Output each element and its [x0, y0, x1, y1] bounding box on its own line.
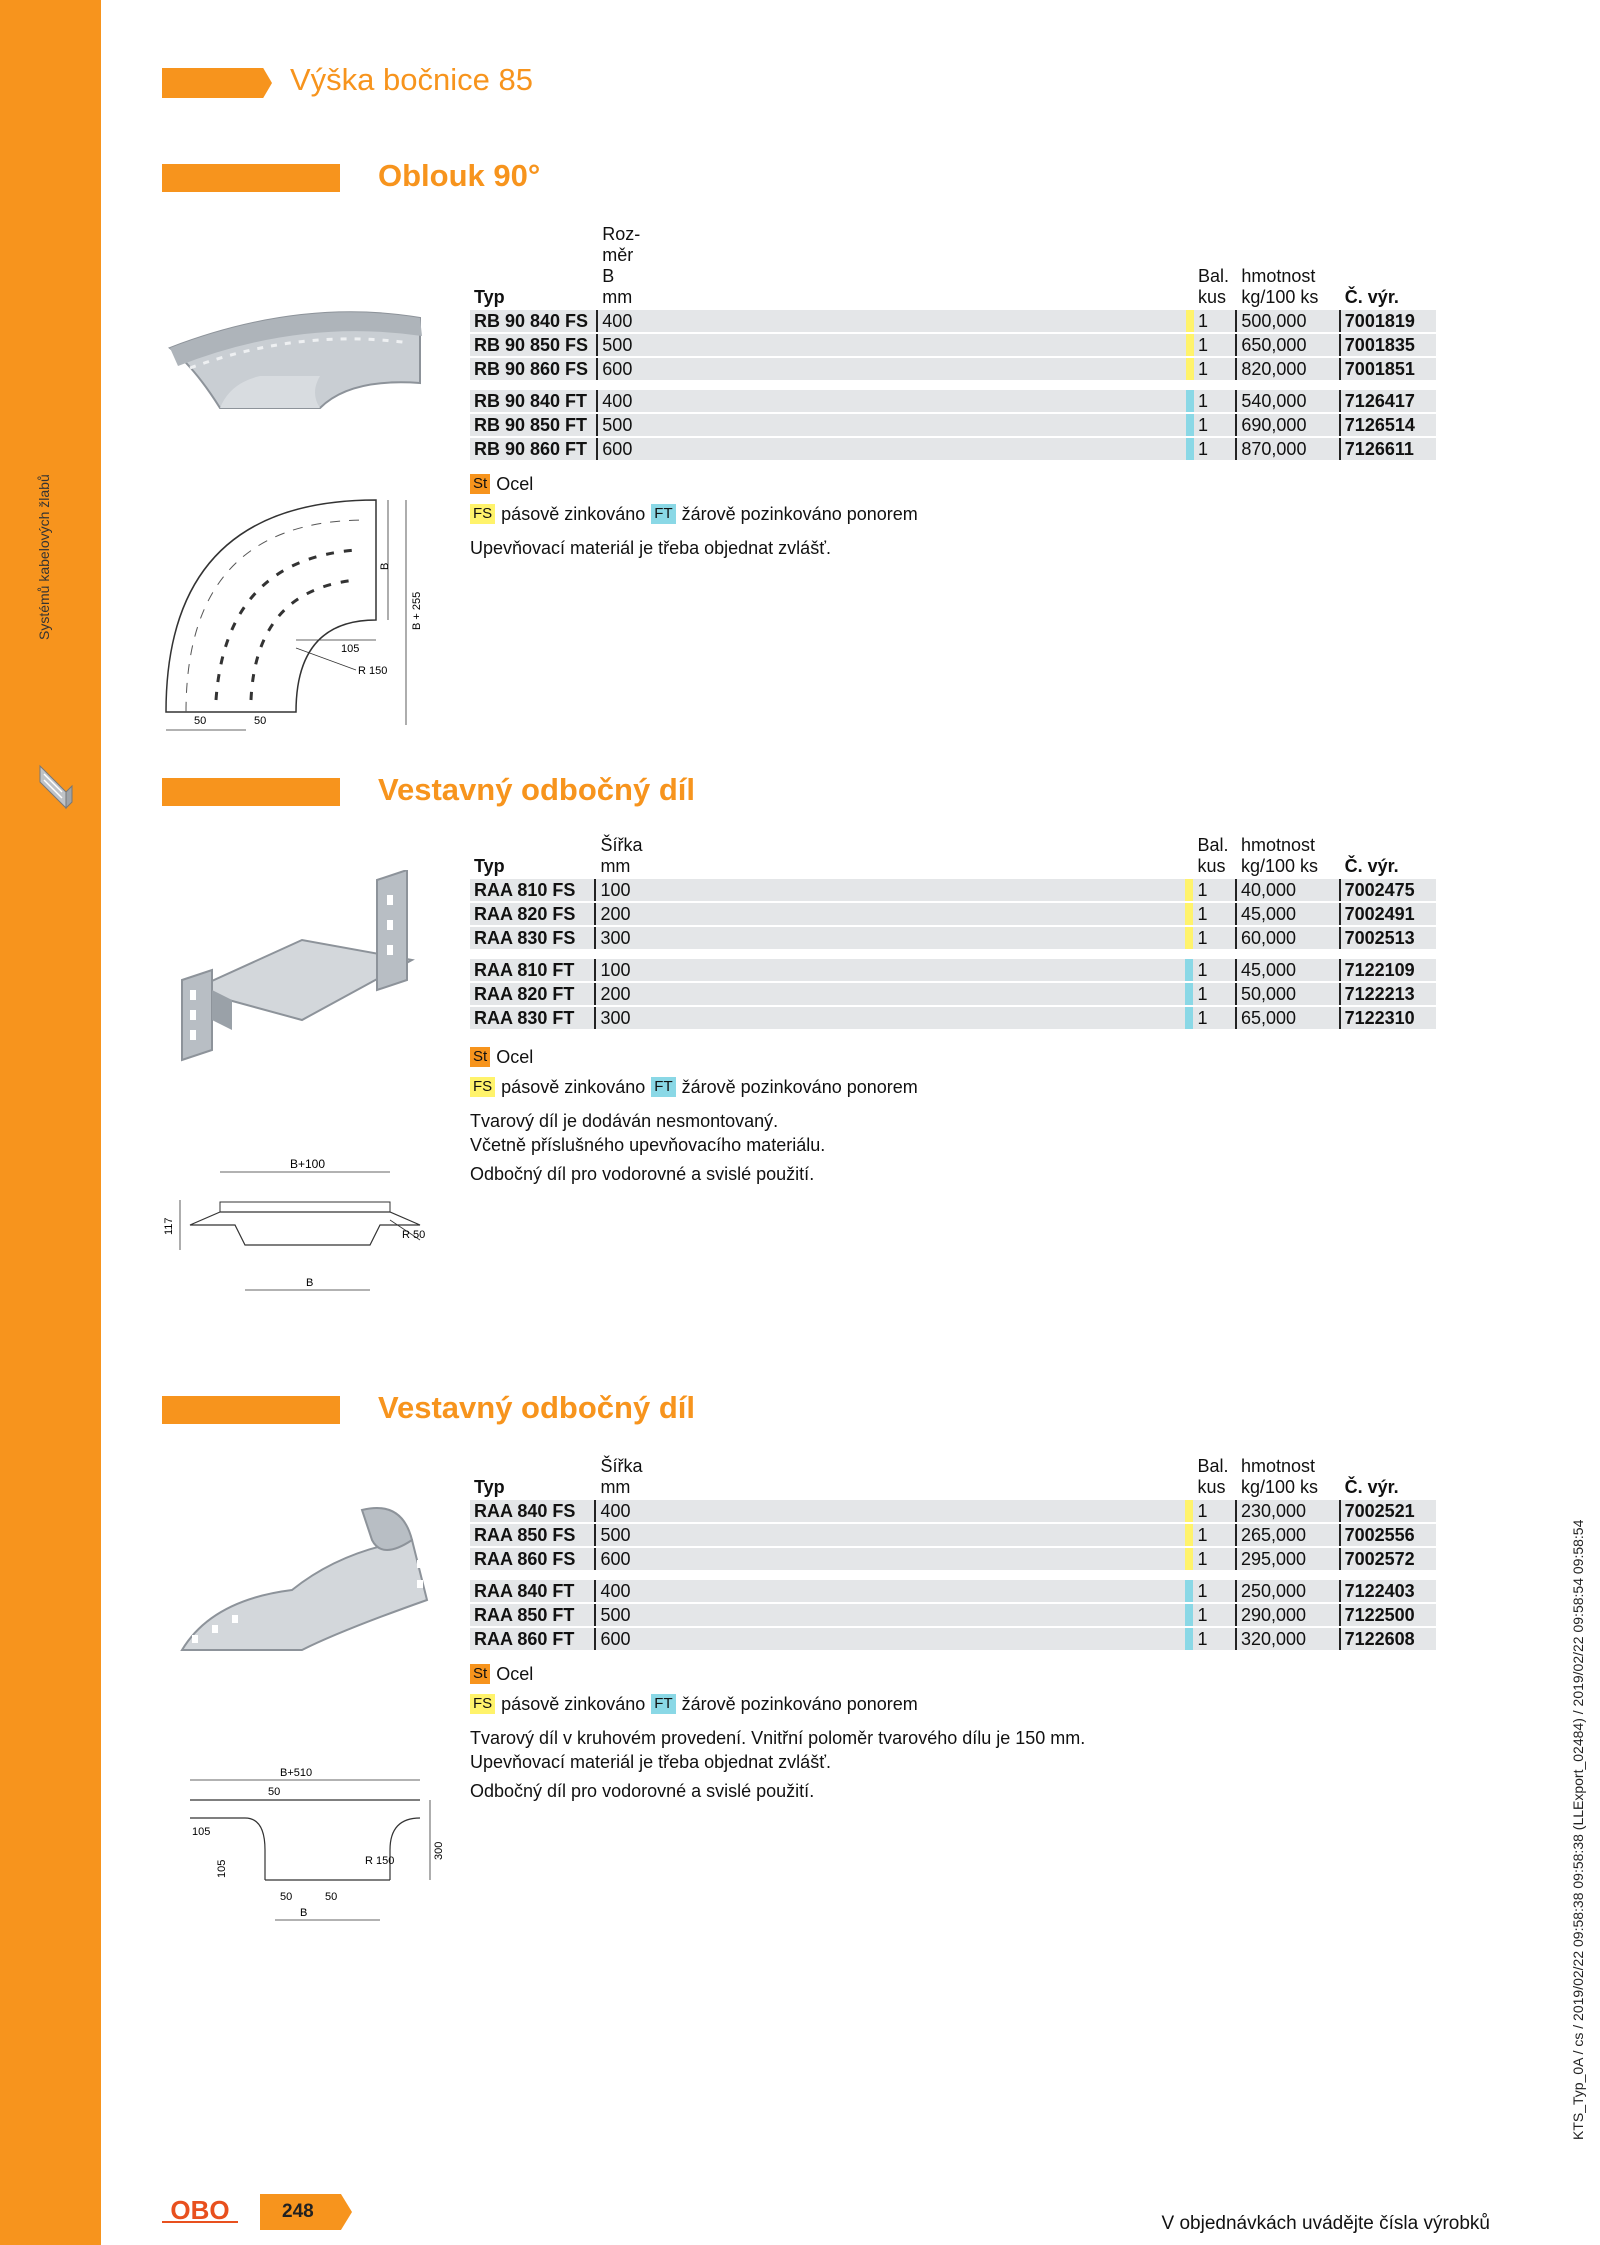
dim-105a: 105: [192, 1826, 211, 1838]
table-row: RAA 830 FT 300 1 65,000 7122310: [470, 1007, 1436, 1029]
col-bal: Bal.: [1197, 266, 1229, 286]
col-kus: kus: [1197, 856, 1226, 876]
section-bar: [162, 1396, 340, 1424]
table-row: RAA 840 FS 400 1 230,000 7002521: [470, 1500, 1436, 1522]
note: Upevňovací materiál je třeba objednat zvlášť.: [470, 538, 831, 558]
header-arrow: [162, 68, 272, 98]
cable-tray-icon: [36, 762, 76, 812]
fs-label: pásově zinkováno: [501, 503, 646, 524]
table-row: RB 90 840 FT 400 1 540,000 7126417: [470, 390, 1436, 412]
side-label: Systémů kabelových žlabů: [36, 474, 52, 640]
orange-sidebar: [0, 0, 101, 2245]
tee-small-product-photo: [172, 870, 432, 1070]
footer-note: V objednávkách uvádějte čísla výrobků: [1161, 2213, 1490, 2234]
table-row: RAA 850 FT 500 1 290,000 7122500: [470, 1604, 1436, 1626]
table-row: RAA 820 FT 200 1 50,000 7122213: [470, 983, 1436, 1005]
fs-badge: FS: [470, 504, 495, 524]
section-title: Vestavný odbočný díl: [378, 772, 695, 807]
dim-r150: R 150: [358, 665, 388, 677]
dim-b100: B+100: [290, 1157, 326, 1171]
table-row: RAA 820 FS 200 1 45,000 7002491: [470, 903, 1436, 925]
st-badge: St: [470, 474, 490, 494]
product-table-tee-small: [470, 833, 1436, 1031]
dim-b510: B+510: [280, 1767, 313, 1779]
page-number: 248: [282, 2201, 314, 2222]
logo-text: OBO: [170, 2195, 230, 2225]
size-header-2: měr: [602, 245, 634, 265]
st-label: Ocel: [496, 473, 534, 494]
col-bal: Bal.: [1197, 835, 1229, 855]
note: Tvarový díl je dodáván nesmontovaný.: [470, 1111, 779, 1131]
col-bal: Bal.: [1197, 1456, 1229, 1476]
ft-label: žárově pozinkováno ponorem: [681, 1076, 918, 1097]
product-table-bend: [470, 222, 1436, 462]
notes-bend: [470, 536, 831, 565]
st-label: Ocel: [496, 1663, 534, 1684]
section-title: Vestavný odbočný díl: [378, 1390, 695, 1425]
bend-technical-drawing: [156, 470, 446, 740]
col-typ: Typ: [474, 1477, 505, 1497]
ft-badge: FT: [651, 1077, 675, 1097]
table-row: RB 90 840 FS 400 1 500,000 7001819: [470, 310, 1436, 332]
size-header-1: Roz-: [602, 224, 641, 244]
dim-50a: 50: [194, 715, 207, 727]
fs-badge: FS: [470, 1077, 495, 1097]
legend-tee-small: [470, 1042, 918, 1102]
product-table-tee-large: [470, 1454, 1436, 1652]
dim-b: B: [300, 1907, 308, 1919]
dim-117: 117: [163, 1217, 175, 1235]
col-kus: kus: [1197, 287, 1226, 307]
page-header-title: Výška bočnice 85: [290, 62, 533, 97]
size-header-1: Šířka: [600, 1456, 643, 1476]
size-header-3: B: [602, 266, 615, 286]
col-ref: Č. výr.: [1344, 287, 1399, 307]
legend-tee-large: [470, 1659, 918, 1719]
table-row: RB 90 860 FT 600 1 870,000 7126611: [470, 438, 1436, 460]
col-ref: Č. výr.: [1344, 1477, 1399, 1497]
table-row: RAA 810 FS 100 1 40,000 7002475: [470, 879, 1436, 901]
section-bar: [162, 164, 340, 192]
table-row: RAA 830 FS 300 1 60,000 7002513: [470, 927, 1436, 949]
dim-50a: 50: [280, 1891, 293, 1903]
size-header-2: mm: [600, 1477, 631, 1497]
size-header-4: mm: [602, 287, 633, 307]
fs-badge: FS: [470, 1694, 495, 1714]
dim-b: B: [379, 562, 391, 570]
note: Odbočný díl pro vodorovné a svislé použití.: [470, 1164, 815, 1184]
col-hmot: hmotnost: [1241, 266, 1316, 286]
bend-product-photo: [160, 288, 430, 428]
tee-small-technical-drawing: [160, 1150, 450, 1300]
table-row: RAA 810 FT 100 1 45,000 7122109: [470, 959, 1436, 981]
st-badge: St: [470, 1664, 490, 1684]
st-label: Ocel: [496, 1046, 534, 1067]
ft-label: žárově pozinkováno ponorem: [681, 503, 918, 524]
size-header-2: mm: [600, 856, 631, 876]
col-kg: kg/100 ks: [1240, 1477, 1319, 1497]
notes-tee-small: [470, 1109, 825, 1191]
col-kg: kg/100 ks: [1240, 856, 1319, 876]
col-ref: Č. výr.: [1344, 856, 1399, 876]
note: Tvarový díl v kruhovém provedení. Vnitřní poloměr tvarového dílu je 150 mm.: [470, 1728, 1086, 1748]
export-metadata: KTS_Typ_0A / cs / 2019/02/22 09:58:38 09:58:38 (LLExport_02484) / 2019/02/22 09:58:54 09:58:54: [1570, 1519, 1586, 2140]
col-typ: Typ: [474, 287, 505, 307]
st-badge: St: [470, 1047, 490, 1067]
dim-105: 105: [341, 643, 360, 655]
tee-large-technical-drawing: [160, 1760, 450, 1930]
table-row: RAA 850 FS 500 1 265,000 7002556: [470, 1524, 1436, 1546]
tee-large-product-photo: [172, 1500, 432, 1660]
dim-50b: 50: [325, 1891, 338, 1903]
ft-label: žárově pozinkováno ponorem: [681, 1693, 918, 1714]
col-hmot: hmotnost: [1240, 1456, 1316, 1476]
note: Upevňovací materiál je třeba objednat zvlášť.: [470, 1752, 831, 1772]
dim-b255: B + 255: [411, 591, 423, 630]
fs-label: pásově zinkováno: [501, 1076, 646, 1097]
dim-50b: 50: [254, 715, 267, 727]
size-header-1: Šířka: [600, 835, 643, 855]
ft-badge: FT: [651, 1694, 675, 1714]
col-hmot: hmotnost: [1240, 835, 1316, 855]
col-typ: Typ: [474, 856, 505, 876]
table-row: RB 90 850 FT 500 1 690,000 7126514: [470, 414, 1436, 436]
section-title: Oblouk 90°: [378, 158, 541, 193]
notes-tee-large: [470, 1726, 1085, 1808]
dim-105b: 105: [216, 1859, 228, 1878]
dim-50: 50: [268, 1786, 281, 1798]
note: Odbočný díl pro vodorovné a svislé použití.: [470, 1781, 815, 1801]
table-row: RAA 840 FT 400 1 250,000 7122403: [470, 1580, 1436, 1602]
ft-badge: FT: [651, 504, 675, 524]
table-row: RAA 860 FS 600 1 295,000 7002572: [470, 1548, 1436, 1570]
col-kg: kg/100 ks: [1241, 287, 1319, 307]
fs-label: pásově zinkováno: [501, 1693, 646, 1714]
table-row: RAA 860 FT 600 1 320,000 7122608: [470, 1628, 1436, 1650]
table-row: RB 90 850 FS 500 1 650,000 7001835: [470, 334, 1436, 356]
col-kus: kus: [1197, 1477, 1226, 1497]
dim-300: 300: [433, 1841, 445, 1860]
section-bar: [162, 778, 340, 806]
note: Včetně příslušného upevňovacího materiálu.: [470, 1135, 826, 1155]
legend-bend: [470, 469, 918, 529]
dim-r150: R 150: [365, 1855, 395, 1867]
obo-logo: [160, 2195, 240, 2225]
dim-r50: R 50: [402, 1229, 426, 1241]
table-row: RB 90 860 FS 600 1 820,000 7001851: [470, 358, 1436, 380]
dim-b: B: [306, 1277, 314, 1289]
